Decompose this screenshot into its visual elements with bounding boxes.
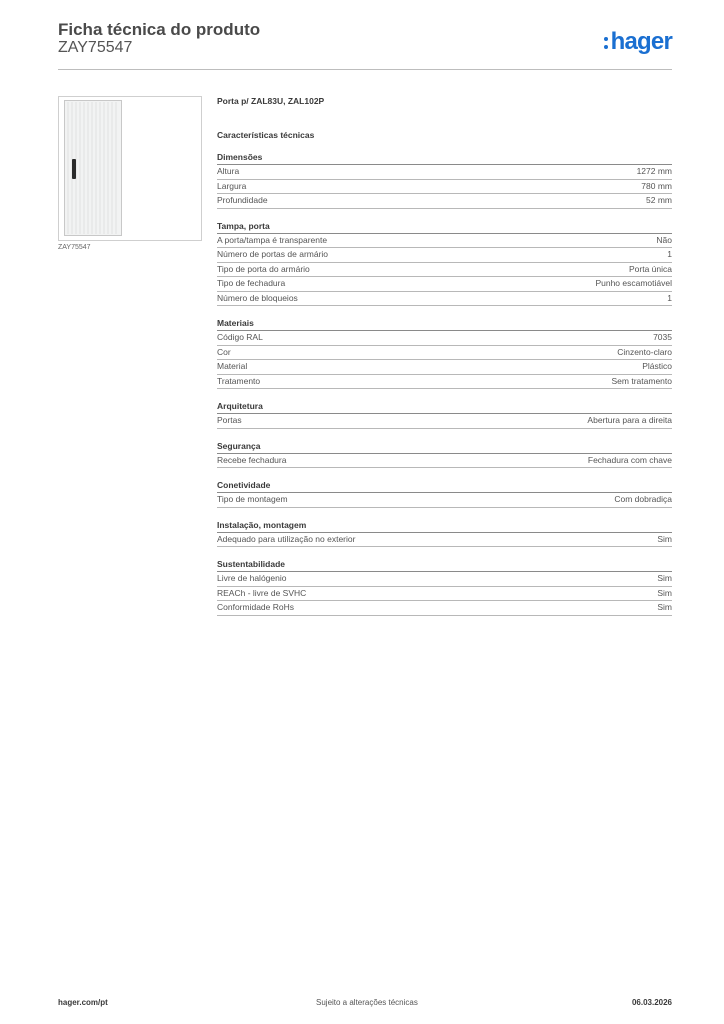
spec-label: Cor — [217, 346, 231, 357]
spec-section — [217, 520, 672, 548]
spec-value: Sim — [657, 602, 672, 612]
spec-value: 52 mm — [646, 195, 672, 205]
product-image — [58, 96, 202, 241]
spec-label: A porta/tampa é transparente — [217, 234, 328, 245]
spec-row — [217, 346, 672, 361]
spec-label: Tipo de porta do armário — [217, 263, 310, 274]
product-code: ZAY75547 — [58, 39, 133, 56]
spec-row — [217, 165, 672, 180]
section-title: Sustentabilidade — [217, 559, 672, 572]
spec-value: Não — [656, 234, 672, 245]
spec-sheet — [217, 96, 672, 616]
spec-label: Profundidade — [217, 195, 268, 205]
spec-label: Livre de halógenio — [217, 573, 287, 583]
spec-value: 780 mm — [641, 180, 672, 191]
spec-section — [217, 401, 672, 429]
spec-row — [217, 572, 672, 587]
spec-value: Sim — [657, 533, 672, 544]
spec-value: Com dobradiça — [614, 494, 672, 504]
spec-row — [217, 292, 672, 307]
spec-label: Número de portas de armário — [217, 249, 329, 259]
logo-text: hager — [610, 28, 672, 55]
spec-row — [217, 414, 672, 429]
spec-label: Adequado para utilização no exterior — [217, 533, 356, 544]
spec-value: Porta única — [629, 263, 672, 274]
document-header — [58, 20, 672, 70]
spec-section — [217, 221, 672, 307]
spec-value: Fechadura com chave — [587, 454, 672, 465]
spec-row — [217, 601, 672, 616]
section-title: Conetividade — [217, 480, 672, 493]
spec-section — [217, 152, 672, 209]
spec-value: Abertura para a direita — [587, 415, 672, 425]
hager-logo — [604, 28, 672, 56]
spec-row — [217, 533, 672, 548]
spec-row — [217, 587, 672, 602]
section-title: Arquitetura — [217, 401, 672, 414]
spec-label: REACh - livre de SVHC — [217, 587, 307, 598]
cabinet-door-icon — [64, 100, 122, 236]
spec-row — [217, 180, 672, 195]
spec-value: 1272 mm — [636, 166, 672, 176]
section-title: Materiais — [217, 318, 672, 331]
spec-row — [217, 375, 672, 390]
section-title: Instalação, montagem — [217, 520, 672, 533]
spec-label: Tipo de fechadura — [217, 278, 286, 288]
spec-sections — [217, 152, 672, 616]
spec-label: Largura — [217, 180, 247, 191]
footer-date: 06.03.2026 — [631, 998, 672, 1007]
spec-value: 1 — [667, 249, 672, 259]
logo-dots-icon — [604, 28, 609, 56]
spec-section — [217, 318, 672, 389]
spec-label: Conformidade RoHs — [217, 602, 295, 612]
characteristics-title: Características técnicas — [217, 130, 315, 140]
spec-row — [217, 263, 672, 278]
spec-label: Material — [217, 361, 248, 371]
spec-label: Número de bloqueios — [217, 292, 298, 303]
spec-row — [217, 277, 672, 292]
spec-row — [217, 331, 672, 346]
spec-section — [217, 480, 672, 508]
spec-value: Plástico — [642, 361, 672, 371]
document-title: Ficha técnica do produto — [58, 20, 261, 39]
image-caption: ZAY75547 — [58, 244, 91, 251]
spec-label: Portas — [217, 415, 242, 425]
footer-disclaimer: Sujeito a alterações técnicas — [316, 998, 418, 1007]
spec-value: 1 — [667, 292, 672, 303]
spec-section — [217, 559, 672, 616]
section-title: Tampa, porta — [217, 221, 672, 234]
spec-row — [217, 454, 672, 469]
spec-value: Cinzento-claro — [617, 346, 672, 357]
spec-value: Sim — [657, 573, 672, 583]
spec-label: Código RAL — [217, 332, 263, 342]
product-title: Porta p/ ZAL83U, ZAL102P — [217, 96, 325, 106]
spec-value: 7035 — [653, 332, 672, 342]
spec-value: Punho escamotiável — [595, 278, 672, 288]
footer-website[interactable]: hager.com/pt — [58, 998, 108, 1007]
section-title: Segurança — [217, 441, 672, 454]
spec-label: Tipo de montagem — [217, 494, 288, 504]
spec-row — [217, 234, 672, 249]
spec-row — [217, 194, 672, 209]
section-title: Dimensões — [217, 152, 672, 165]
spec-section — [217, 441, 672, 469]
spec-label: Recebe fechadura — [217, 454, 287, 465]
spec-value: Sim — [657, 587, 672, 598]
spec-value: Sem tratamento — [611, 375, 672, 386]
spec-label: Altura — [217, 166, 240, 176]
spec-row — [217, 360, 672, 375]
spec-row — [217, 248, 672, 263]
spec-label: Tratamento — [217, 375, 261, 386]
spec-row — [217, 493, 672, 508]
